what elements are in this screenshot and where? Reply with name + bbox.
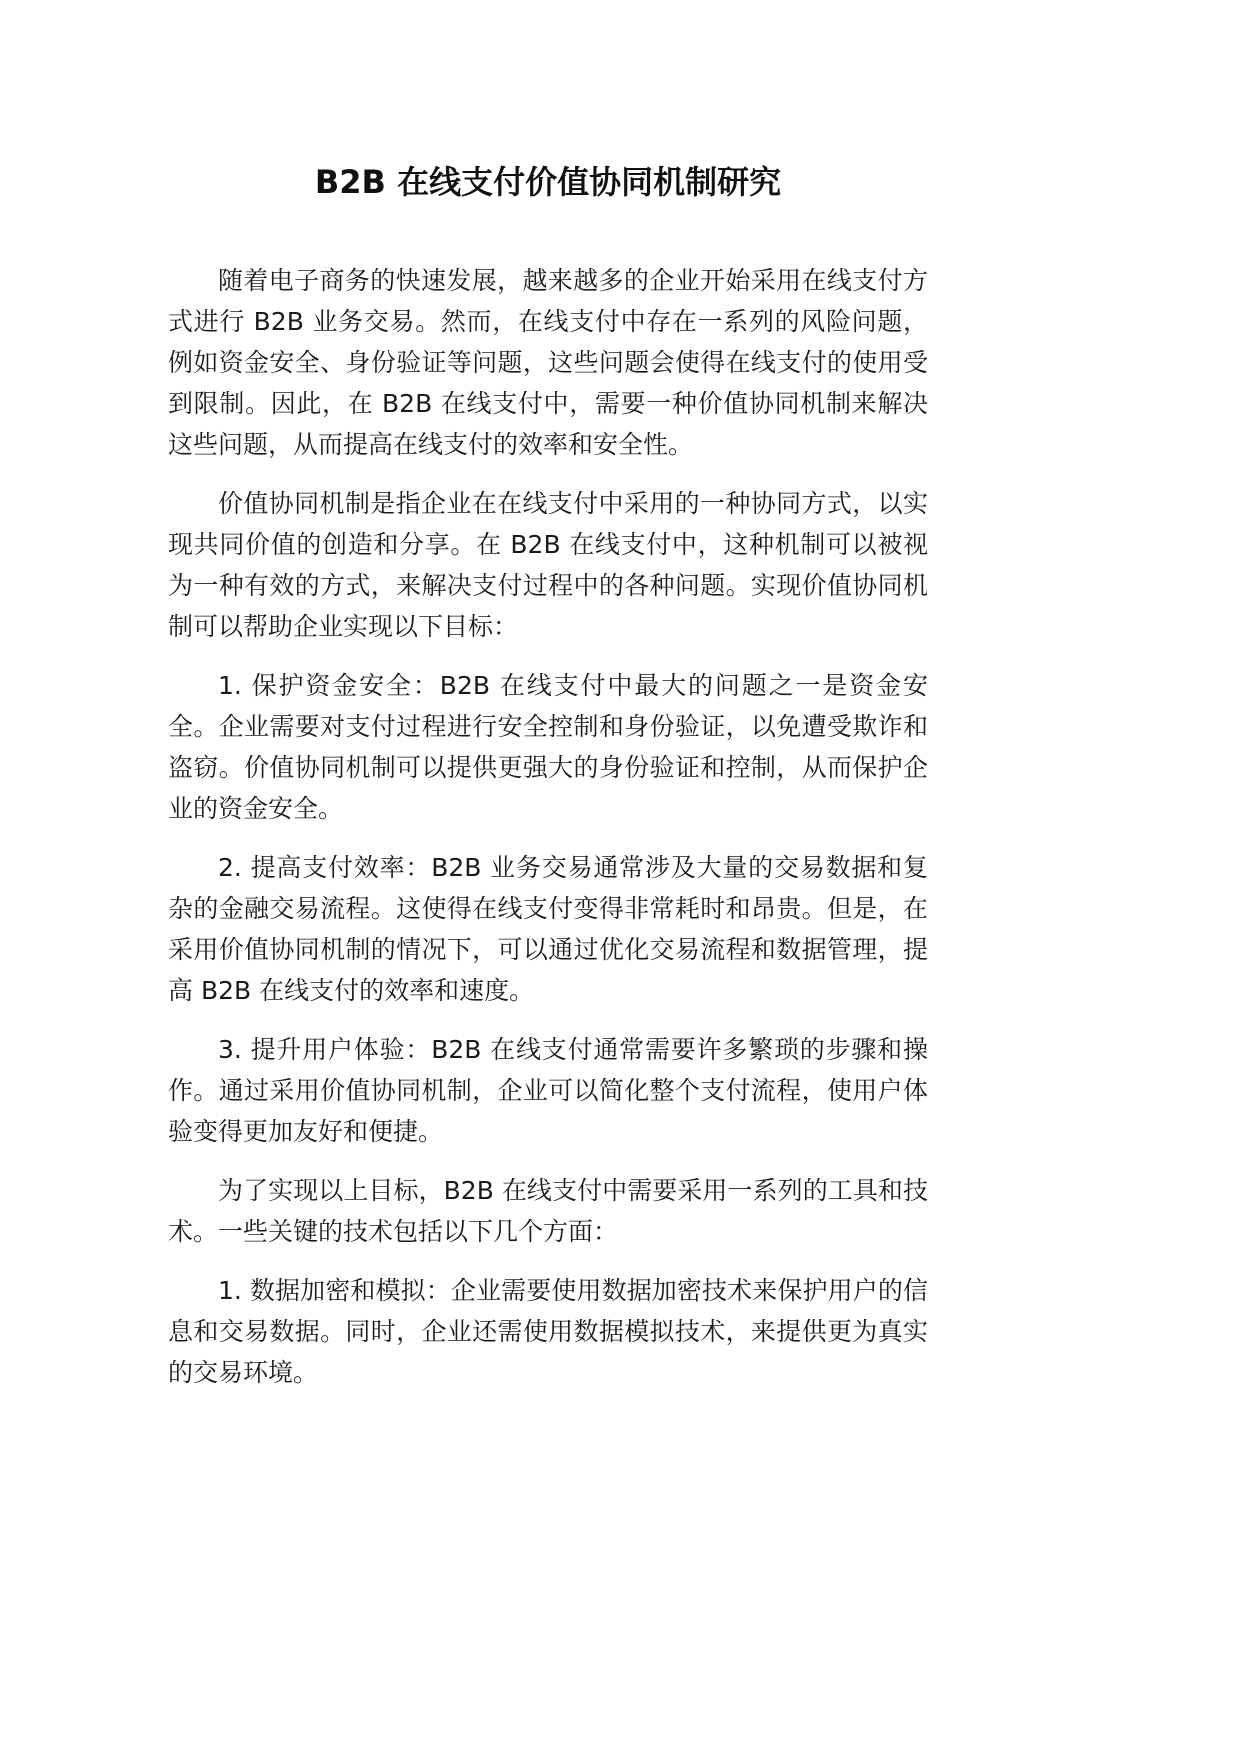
- paragraph-definition: 价值协同机制是指企业在在线支付中采用的一种协同方式，以实现共同价值的创造和分享。在 B2B 在线支付中，这种机制可以被视为一种有效的方式，来解决支付过程中的各种问题。实现价值协同机制可以帮助企业实现以下目标：: [168, 489, 928, 641]
- paragraph-tools-intro: 为了实现以上目标，B2B 在线支付中需要采用一系列的工具和技术。一些关键的技术包括以下几个方面：: [168, 1176, 928, 1246]
- document-body: [168, 260, 928, 1393]
- paragraph-tech-encryption: 1. 数据加密和模拟：企业需要使用数据加密技术来保护用户的信息和交易数据。同时，企业还需使用数据模拟技术，来提供更为真实的交易环境。: [168, 1276, 928, 1387]
- paragraph-intro: 随着电子商务的快速发展，越来越多的企业开始采用在线支付方式进行 B2B 业务交易。然而，在线支付中存在一系列的风险问题，例如资金安全、身份验证等问题，这些问题会使得在线支付的使用受到限制。因此，在 B2B 在线支付中，需要一种价值协同机制来解决这些问题，从而提高在线支付的效率和安全性。: [168, 266, 928, 459]
- document-content: [168, 0, 928, 1411]
- document-title: B2B 在线支付价值协同机制研究: [314, 163, 782, 201]
- paragraph-goal-user-experience: 3. 提升用户体验：B2B 在线支付通常需要许多繁琐的步骤和操作。通过采用价值协同机制，企业可以简化整个支付流程，使用户体验变得更加友好和便捷。: [168, 1035, 928, 1146]
- paragraph-goal-payment-efficiency: 2. 提高支付效率：B2B 业务交易通常涉及大量的交易数据和复杂的金融交易流程。这使得在线支付变得非常耗时和昂贵。但是，在采用价值协同机制的情况下，可以通过优化交易流程和数据管理，提高 B2B 在线支付的效率和速度。: [168, 853, 928, 1005]
- paragraph-goal-fund-security: 1. 保护资金安全：B2B 在线支付中最大的问题之一是资金安全。企业需要对支付过程进行安全控制和身份验证，以免遭受欺诈和盗窃。价值协同机制可以提供更强大的身份验证和控制，从而保护企业的资金安全。: [168, 671, 928, 823]
